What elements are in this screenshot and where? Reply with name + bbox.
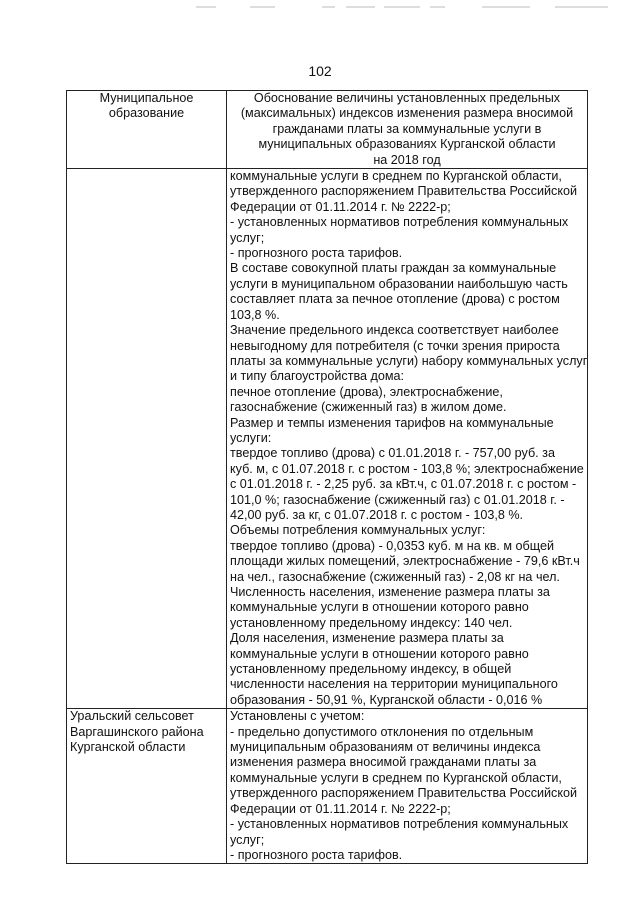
scan-artifact-marks	[0, 4, 640, 10]
text-line: Федерации от 01.11.2014 г. № 2222-р;	[230, 199, 451, 214]
text-line: - прогнозного роста тарифов.	[230, 246, 403, 261]
text-line: - предельно допустимого отклонения по отдельным	[230, 724, 534, 739]
text-line: печное отопление (дрова), электроснабжение,	[230, 384, 503, 399]
justification-cell	[227, 169, 588, 709]
text-line: Уральский сельсовет	[70, 709, 194, 724]
text-line: Установлены с учетом:	[230, 709, 365, 724]
text-line: (максимальных) индексов изменения размера вносимой	[240, 106, 574, 121]
text-line: образования - 50,91 %, Курганской области - 0,016 %	[230, 692, 543, 707]
text-line: платы за коммунальные услуги) набору коммунальных услуг	[230, 353, 588, 368]
text-line: утвержденного распоряжением Правительства Российской	[230, 786, 578, 801]
text-line: Муниципальное	[99, 91, 194, 105]
text-line: коммунальные услуги в отношении которого равно	[230, 600, 529, 615]
text-line: с 01.01.2018 г. - 2,25 руб. за кВт.ч, с 01.07.2018 г. с ростом -	[230, 477, 577, 492]
text-line: куб. м, с 01.07.2018 г. с ростом - 103,8 %; электроснабжение	[230, 461, 584, 476]
text-line: В составе совокупной платы граждан за коммунальные	[230, 261, 557, 276]
text-line: составляет плата за печное отопление (дрова) с ростом	[230, 292, 560, 307]
text-line: Численность населения, изменение размера платы за	[230, 585, 550, 599]
text-line: коммунальные услуги в среднем по Курганской области,	[230, 770, 562, 785]
text-line: услуги в муниципальном образовании наибольшую часть	[230, 276, 568, 291]
text-line: Значение предельного индекса соответствует наиболее	[230, 323, 559, 338]
text-line: Федерации от 01.11.2014 г. № 2222-р;	[230, 801, 451, 816]
text-line: Объемы потребления коммунальных услуг:	[230, 523, 486, 538]
page-number: 102	[308, 63, 332, 79]
header-justification	[227, 91, 588, 169]
text-line: Доля населения, изменение размера платы за	[230, 631, 504, 646]
text-line: образование	[108, 106, 185, 121]
text-line: муниципальных образованиях Курганской области	[258, 137, 556, 152]
text-line: установленному предельному индексу: 140 чел.	[230, 615, 513, 630]
text-line: утвержденного распоряжением Правительства Российской	[230, 184, 578, 199]
text-line: Варгашинского района	[70, 724, 204, 739]
text-line: муниципальным образованиям от величины индекса	[230, 740, 541, 755]
text-line: услуг;	[230, 230, 265, 245]
text-line: численности населения на территории муниципального	[230, 677, 558, 692]
text-line: коммунальные услуги в отношении которого равно	[230, 646, 529, 661]
text-line: - установленных нормативов потребления коммунальных	[230, 215, 569, 230]
text-line: на чел., газоснабжение (сжиженный газ) - 2,08 кг на чел.	[230, 569, 560, 584]
text-line: коммунальные услуги в среднем по Курганской области,	[230, 169, 562, 184]
text-line: Обоснование величины установленных предельных	[253, 91, 561, 105]
text-line: услуг;	[230, 832, 265, 847]
municipality-cell	[67, 169, 227, 709]
text-line: твердое топливо (дрова) - 0,0353 куб. м на кв. м общей	[230, 538, 555, 553]
text-line: установленному предельному индексу, в общей	[230, 662, 512, 677]
text-line: газоснабжение (сжиженный газ) в жилом доме.	[230, 400, 507, 415]
document-table	[66, 90, 588, 864]
text-line: Размер и темпы изменения тарифов на коммунальные	[230, 415, 554, 430]
municipality-cell	[67, 709, 227, 864]
text-line: - установленных нормативов потребления коммунальных	[230, 817, 569, 832]
text-line: 101,0 %; газоснабжение (сжиженный газ) с 01.01.2018 г. -	[230, 492, 565, 507]
text-line: - прогнозного роста тарифов.	[230, 847, 403, 862]
text-line: гражданами платы за коммунальные услуги в	[272, 121, 542, 136]
text-line: площади жилых помещений, электроснабжение - 79,6 кВт.ч	[230, 554, 580, 569]
text-line: твердое топливо (дрова) с 01.01.2018 г. - 757,00 руб. за	[230, 446, 555, 461]
table-row	[67, 709, 588, 864]
text-line: 42,00 руб. за кг, с 01.07.2018 г. с ростом - 103,8 %.	[230, 507, 524, 522]
table-header-row	[67, 91, 588, 169]
text-line: на 2018 год	[373, 152, 441, 167]
text-line: изменения размера вносимой гражданами платы за	[230, 755, 537, 770]
text-line: 103,8 %.	[230, 307, 280, 322]
header-municipality	[67, 91, 227, 169]
text-line: невыгодному для потребителя (с точки зрения прироста	[230, 338, 560, 353]
text-line: и типу благоустройства дома:	[230, 369, 405, 384]
table-row	[67, 169, 588, 709]
justification-cell	[227, 709, 588, 864]
text-line: Курганской области	[70, 740, 186, 755]
text-line: услуги:	[230, 430, 272, 445]
